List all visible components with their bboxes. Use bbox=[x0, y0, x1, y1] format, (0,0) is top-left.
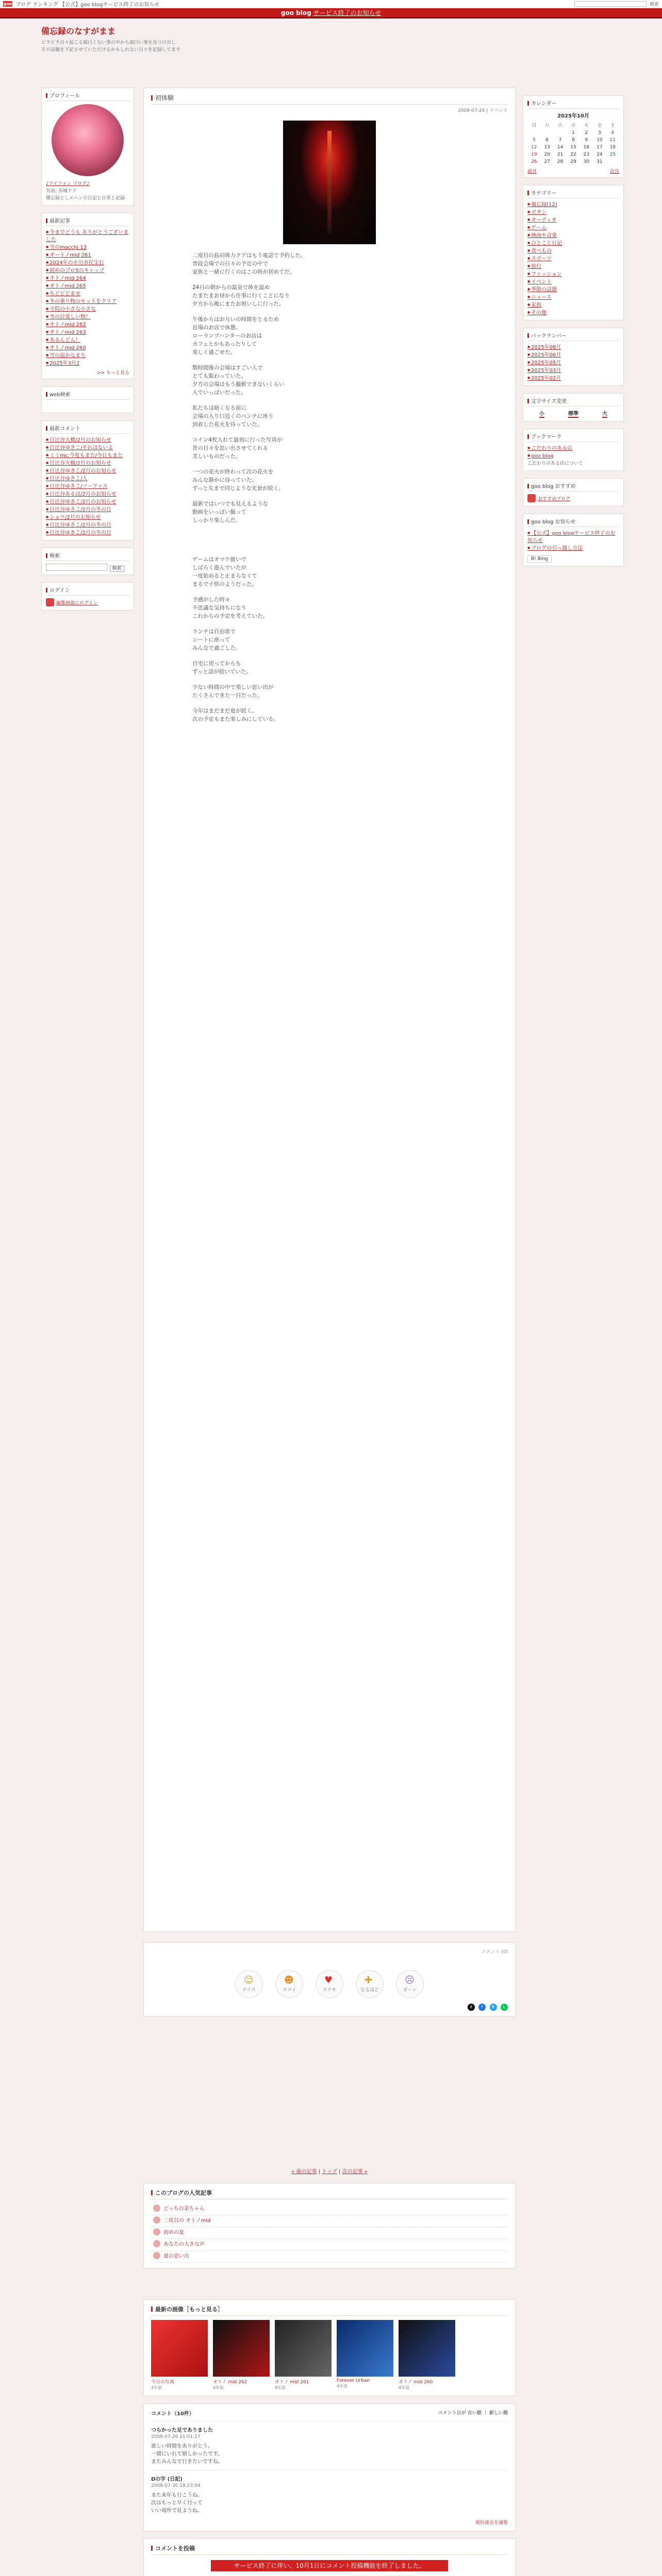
calendar-day bbox=[527, 129, 540, 137]
recent-comment-link[interactable]: ● 日比谷大橋/2月のお知らせ bbox=[46, 460, 129, 467]
font-size-option[interactable]: 小 bbox=[539, 409, 544, 418]
comment-date: 2008-07-26 21:01:17 bbox=[151, 2434, 201, 2439]
category-link[interactable]: ● イベント bbox=[527, 278, 619, 286]
calendar-day[interactable]: 20 bbox=[544, 152, 550, 157]
right-sidebar bbox=[523, 95, 624, 573]
category-link[interactable]: ● 旅行 bbox=[527, 263, 619, 270]
thumbnail[interactable] bbox=[275, 2320, 332, 2391]
recent-entry-link[interactable]: ● オートノmid 261 bbox=[46, 251, 129, 259]
post-icon bbox=[153, 2228, 160, 2235]
backnumber-link[interactable]: ● 2025年03月 bbox=[527, 367, 619, 375]
entry-paragraph: 数時間後の会場はすごい人で とても賑わっていた。 夕方の会場はもう撮影できないくらい 人でいっぱいだった。 bbox=[192, 365, 285, 396]
blog-desc-2: その話題を下記させていただけるかもしれない日々を記録してます bbox=[41, 47, 181, 53]
web-search-title: web検索 bbox=[46, 390, 129, 400]
hatena-share-icon[interactable]: B bbox=[490, 2004, 497, 2011]
backnumber-link[interactable]: ● 2025年08月 bbox=[527, 344, 619, 351]
profile-text: 備忘録としエハンの日記と日常と記録 bbox=[46, 196, 125, 201]
recent-entry-link[interactable]: ● オトノmid 264 bbox=[46, 275, 129, 282]
post-icon bbox=[153, 2205, 160, 2212]
app-box bbox=[523, 478, 624, 506]
category-link[interactable]: ● 映画や音楽 bbox=[527, 232, 619, 240]
entry-paragraph: コイン4枚入れて最初に行った写真が 昔の日々を思い出させてくれる 美しいものだった。 bbox=[192, 437, 283, 460]
social-share bbox=[151, 2003, 508, 2011]
comment-closed-notice: サービス終了に伴い、10月1日にコメント投稿機能を終了しました。 bbox=[211, 2560, 448, 2571]
calendar-weekday: 金 bbox=[597, 123, 602, 128]
calendar-day[interactable]: 24 bbox=[597, 152, 603, 157]
post-comment-title: コメントを投稿 bbox=[151, 2544, 508, 2555]
thumbnail-image[interactable] bbox=[213, 2320, 270, 2377]
entry-paragraph: 自宅に戻ってからも ずっと話が続いていた。 bbox=[192, 660, 252, 675]
recent-entry-link[interactable]: ● オトノmid 265 bbox=[46, 282, 129, 290]
bookmark-text: こだわりのある店について bbox=[527, 461, 583, 466]
popular-post-link[interactable]: 夏の思い出 bbox=[151, 2251, 508, 2263]
top-links[interactable]: ブログ ランキング 【公式】goo blogサービス終了のお知らせ bbox=[15, 2, 160, 8]
calendar-day[interactable]: 27 bbox=[544, 159, 550, 164]
search-box bbox=[41, 548, 134, 575]
post-comment-section bbox=[143, 2538, 516, 2576]
backnumber-link[interactable]: ● 2025年05月 bbox=[527, 359, 619, 367]
calendar-day[interactable]: 22 bbox=[570, 152, 576, 157]
popular-list bbox=[151, 2204, 508, 2263]
calendar-day bbox=[554, 129, 567, 137]
after-entry bbox=[143, 2159, 516, 2576]
category-link[interactable]: ● 季節の話題 bbox=[527, 286, 619, 294]
recent-comment-link[interactable]: ● 日比谷ゆきこ/2月の冬の日 bbox=[46, 529, 129, 537]
bookmark-link[interactable]: ● こだわりのある店 bbox=[527, 445, 619, 452]
recent-comment-link[interactable]: ● 日比谷ゆきこ/それはないよ bbox=[46, 444, 129, 452]
app-title: goo blog おすすめ bbox=[527, 482, 619, 492]
entry-paragraph: 最新ではいつでも見えるような 動画をいっぱい撮って しっかり楽しんだ。 bbox=[192, 501, 268, 523]
login-link[interactable]: 編集画面にログイン bbox=[56, 600, 98, 606]
calendar-weekday: 水 bbox=[571, 123, 576, 128]
left-sidebar bbox=[41, 88, 134, 618]
banner-link[interactable]: サービス終了のお知らせ bbox=[313, 9, 382, 16]
comment-text: 楽しい時間をありがとう。 一緒にいれて嬉しかったです。 またみんなで行きたいですね。 bbox=[151, 2444, 223, 2465]
calendar-day[interactable]: 17 bbox=[597, 145, 603, 150]
report-link[interactable]: 規約違反を通報 bbox=[475, 2520, 508, 2526]
comment bbox=[151, 2470, 508, 2515]
calendar-week bbox=[527, 144, 619, 151]
notice-link[interactable]: ● ブログの引っ越し方法 bbox=[527, 545, 619, 552]
calendar-day[interactable]: 7 bbox=[558, 138, 562, 143]
calendar-day[interactable]: 26 bbox=[531, 159, 537, 164]
calendar-day[interactable]: 11 bbox=[609, 138, 616, 143]
entry-body bbox=[151, 251, 508, 524]
calendar-day[interactable]: 13 bbox=[544, 145, 550, 150]
entry-body-2 bbox=[151, 555, 508, 723]
calendar-weekday: 土 bbox=[610, 123, 615, 128]
category-link[interactable]: ● ボタン bbox=[527, 209, 619, 216]
calendar-day[interactable]: 23 bbox=[583, 152, 590, 157]
entry-paragraph: 少ない時間の中で楽しい思い出が たくさんできた一日だった。 bbox=[192, 684, 274, 699]
profile-box bbox=[41, 88, 134, 206]
recent-entry-link[interactable]: ● 寺院の小さな小さな bbox=[46, 306, 129, 313]
calendar-day[interactable]: 30 bbox=[583, 159, 590, 164]
thumbnail-image[interactable] bbox=[399, 2320, 455, 2377]
service-end-banner bbox=[0, 8, 662, 19]
entry-footer bbox=[143, 1942, 516, 2024]
reaction-button[interactable]: ☺ ナイス bbox=[235, 1970, 263, 1998]
recent-title: 最新記事 bbox=[46, 216, 129, 226]
calendar-weekday: 月 bbox=[544, 123, 550, 128]
thumbnail[interactable] bbox=[337, 2320, 393, 2391]
entry-title: 初体験 bbox=[151, 93, 508, 105]
comment-list bbox=[151, 2421, 508, 2515]
tokyo-tower-photo[interactable] bbox=[283, 121, 376, 244]
calendar-title: カレンダー bbox=[527, 99, 619, 109]
recent-comment-link[interactable]: ● ミミmc.今度もまた/今日もまた bbox=[46, 452, 129, 460]
comment-date: 2008-07-30 18:23:04 bbox=[151, 2483, 201, 2488]
line-share-icon[interactable]: L bbox=[501, 2004, 508, 2011]
notice-link[interactable]: ● 【公式】goo blogサービス終了のお知らせ bbox=[527, 530, 619, 545]
thumbnail[interactable] bbox=[399, 2320, 455, 2391]
calendar-day[interactable]: 5 bbox=[532, 138, 536, 143]
recent-comments-title: 最新コメント bbox=[46, 424, 129, 434]
calendar-day[interactable]: 28 bbox=[557, 159, 564, 164]
reaction-button[interactable]: ☹ ガーン bbox=[396, 1970, 424, 1998]
web-search-box bbox=[41, 386, 134, 413]
comment bbox=[151, 2421, 508, 2466]
calendar-day[interactable]: 16 bbox=[583, 145, 590, 150]
calendar-box bbox=[523, 95, 624, 178]
recent-entry-link[interactable]: ● 2025年3月2 bbox=[46, 360, 129, 367]
login-title: ログイン bbox=[46, 586, 129, 596]
backnumber-link[interactable]: ● 2025年02月 bbox=[527, 375, 619, 382]
entry-paragraph: 一つの花火が終わって次の花火を みんな静かに待っていた。 ずっと先まで同じような光景が続く。 bbox=[192, 469, 284, 492]
entry-paragraph: 午後からはお互いの時間をとるため 近場のお店で休憩。 ローランプハンターのお店は カフェとかもあったりして 楽しく過ごせた。 bbox=[192, 316, 279, 355]
category-link[interactable]: ● 食べもの bbox=[527, 247, 619, 255]
recent-comment-link[interactable]: ● 日比谷大橋/2月のお知らせ bbox=[46, 436, 129, 444]
recent-comment-link[interactable]: ● 日比谷ゆきこ/人 bbox=[46, 475, 129, 483]
top-link[interactable]: トップ bbox=[322, 2169, 337, 2175]
calendar-day[interactable]: 8 bbox=[572, 138, 575, 143]
thumbnail[interactable] bbox=[151, 2320, 208, 2391]
category-link[interactable]: ● スポーツ bbox=[527, 255, 619, 263]
calendar-week bbox=[527, 151, 619, 158]
notice-title: goo blog お知らせ bbox=[527, 517, 619, 527]
calendar-day[interactable]: 9 bbox=[585, 138, 588, 143]
calendar-day bbox=[540, 129, 553, 137]
backnumber-link[interactable]: ● 2025年06月 bbox=[527, 351, 619, 359]
comment-author: Dの字 (日記) bbox=[151, 2477, 183, 2482]
category-link[interactable]: ● ニュース bbox=[527, 294, 619, 301]
category-link[interactable]: ● オーディオ bbox=[527, 216, 619, 224]
entry-paragraph: 予感がした時々 不思議な気持ちになり これからの予定を考えていた。 bbox=[192, 597, 268, 619]
latest-images bbox=[143, 2299, 516, 2396]
bookmark-box bbox=[523, 429, 624, 471]
avatar[interactable] bbox=[52, 104, 124, 176]
calendar-day[interactable]: 19 bbox=[531, 152, 537, 157]
recent-entry-link[interactable]: ● 冬の乗り物のセットをクリア bbox=[46, 298, 129, 306]
category-list bbox=[527, 201, 619, 317]
recent-comment-link[interactable]: ● ショウ/2月のお知らせ bbox=[46, 514, 129, 521]
thumbnail-image[interactable] bbox=[151, 2320, 208, 2377]
goo-logo[interactable]: goo bbox=[3, 2, 12, 6]
bookmark-list bbox=[527, 445, 619, 460]
recent-comment-link[interactable]: ● 日比谷ゆきこ/2月のお知らせ bbox=[46, 467, 129, 475]
reaction-buttons bbox=[151, 1970, 508, 1998]
calendar-day[interactable]: 6 bbox=[545, 138, 549, 143]
sidebar-search-input[interactable] bbox=[46, 564, 108, 571]
recent-entries-box bbox=[41, 213, 134, 379]
thumbnail-age: 4年前 bbox=[213, 2385, 224, 2390]
login-box bbox=[41, 582, 134, 611]
entry-date: 2008-07-24 | イベント bbox=[457, 108, 508, 113]
recent-more-link[interactable]: >> もっと見る bbox=[97, 370, 129, 376]
recent-comment-link[interactable]: ● 日比谷ゆきこ/ソーファス bbox=[46, 483, 129, 490]
font-size-option[interactable]: 標準 bbox=[568, 409, 578, 418]
category-link[interactable]: ● 家族 bbox=[527, 301, 619, 309]
login-icon bbox=[46, 598, 54, 606]
popular-post-link[interactable]: あなたの大きな声 bbox=[151, 2239, 508, 2251]
reaction-button[interactable]: ♥ ステキ bbox=[316, 1970, 343, 1998]
notice-list bbox=[527, 530, 619, 552]
entry bbox=[143, 88, 516, 1932]
category-box bbox=[523, 185, 624, 320]
top-search-button[interactable]: 検索 bbox=[649, 2, 659, 7]
calendar-day[interactable]: 21 bbox=[557, 152, 564, 157]
recent-entry-link[interactable]: ● オトノmid 262 bbox=[46, 321, 129, 329]
recent-entry-link[interactable]: ● 2024年のホ川市民宝石 bbox=[46, 259, 129, 267]
font-size-buttons bbox=[527, 409, 619, 418]
calendar-day[interactable]: 18 bbox=[609, 145, 616, 150]
popular-title: このブログの人気記事 bbox=[151, 2189, 508, 2199]
recent-comment-link[interactable]: ● 日比谷ゆきこ/2月の冬の日 bbox=[46, 521, 129, 529]
recent-entry-link[interactable]: ● 初めのプロ5のキャップ bbox=[46, 267, 129, 275]
calendar-table bbox=[527, 121, 619, 165]
thumbnail-image[interactable] bbox=[337, 2320, 393, 2377]
recent-entry-link[interactable]: ● 雪の目覚しい物！ bbox=[46, 313, 129, 321]
thumb-list bbox=[151, 2320, 508, 2391]
post-icon bbox=[153, 2216, 160, 2224]
entry-paragraph: 二度目の島田体力クアはもう電話で予約した。 普段会場での日々の予定の中で 家族と一緒に行くのはこの時が初めてだ。 bbox=[192, 252, 306, 275]
recent-comments-list bbox=[46, 436, 129, 537]
comments-sort[interactable]: コメント日が 古い順 ｜ 新しい順 bbox=[438, 2411, 508, 2416]
recent-list bbox=[46, 229, 129, 367]
thumbnail-age: 4年前 bbox=[337, 2384, 348, 2388]
calendar-day[interactable]: 14 bbox=[557, 145, 564, 150]
search-title: 検索 bbox=[46, 551, 129, 561]
calendar-week bbox=[527, 129, 619, 137]
latest-images-title: 最新の画像［もっと見る］ bbox=[151, 2305, 508, 2316]
calendar-weekday: 木 bbox=[584, 123, 589, 128]
comment-author: つらかった足でありました bbox=[151, 2428, 213, 2433]
post-icon bbox=[153, 2252, 160, 2259]
profile-name: 名前: 赤城ナナ bbox=[46, 189, 77, 194]
x-share-icon[interactable]: X bbox=[468, 2004, 475, 2011]
calendar-next[interactable]: 次月 bbox=[609, 169, 619, 174]
backnumber-box bbox=[523, 328, 624, 386]
entry-paragraph: ゲームはオマケ扱いで しばらく遊んでいたが 一度始めると止まらなくて まるで子供のようだった。 bbox=[192, 556, 257, 587]
entry-paragraph: 24日の朝からの温泉で体を温め たまたまお昼から仕事に行くことになり 夕方から晩にまたお祝いしに行った。 bbox=[192, 284, 290, 307]
thumbnail-caption[interactable]: オトノ mid 261 bbox=[275, 2380, 309, 2385]
entry-paragraph: 今年はまだまだ夏が続く。 次の予定もまた楽しみにしている。 bbox=[192, 708, 279, 722]
entry-navigation: « 前の記事 | トップ | 次の記事 » bbox=[291, 2169, 368, 2175]
blog-title[interactable]: 備忘録のなすがまま bbox=[41, 26, 116, 36]
recent-entry-link[interactable]: ● オトノmid 263 bbox=[46, 329, 129, 336]
next-entry-link[interactable]: 次の記事 » bbox=[342, 2169, 368, 2175]
calendar-day[interactable]: 2 bbox=[585, 130, 588, 135]
top-navigation-bar bbox=[0, 0, 662, 8]
calendar-day[interactable]: 25 bbox=[609, 152, 616, 157]
reaction-button[interactable]: ☻ スゴイ bbox=[275, 1970, 303, 1998]
popular-post-link[interactable]: 初めの夏 bbox=[151, 2227, 508, 2239]
recent-entry-link[interactable]: ● ちどどどませ bbox=[46, 290, 129, 298]
calendar-day bbox=[606, 158, 619, 165]
blog-desc-1: ビラビラ日々起こる面白くない事の中から面白い事を見つけ出し bbox=[41, 40, 176, 45]
recent-entry-link[interactable]: ● あるんどん！ bbox=[46, 336, 129, 344]
reaction-section bbox=[143, 1942, 516, 2016]
bookmark-link[interactable]: ● goo blog bbox=[527, 452, 619, 460]
thumbnail[interactable] bbox=[213, 2320, 270, 2391]
thumbnail-image[interactable] bbox=[275, 2320, 332, 2377]
category-link[interactable]: ● ひとこと日記 bbox=[527, 240, 619, 247]
comments-title: コメント（10件） bbox=[151, 2411, 194, 2417]
bookmark-button[interactable]: B! Bing bbox=[527, 555, 552, 563]
post-icon bbox=[153, 2240, 160, 2247]
bookmark-title: ブックマーク bbox=[527, 432, 619, 442]
calendar-weekday: 日 bbox=[532, 123, 537, 128]
thumbnail-caption[interactable]: Forever Urban bbox=[337, 2378, 370, 2383]
category-link[interactable]: ● ファッション bbox=[527, 270, 619, 278]
thumbnail-age: 4年前 bbox=[275, 2385, 286, 2390]
backnumber-list bbox=[527, 344, 619, 382]
profile-title: プロフィール bbox=[46, 91, 129, 101]
calendar-day[interactable]: 3 bbox=[598, 130, 601, 135]
thumbnail-age: 4年前 bbox=[151, 2385, 162, 2390]
popular-post-link[interactable]: どっちの菜ちゃん bbox=[151, 2204, 508, 2215]
recent-comment-link[interactable]: ● 日比谷ゆきこ/2月のお知らせ bbox=[46, 498, 129, 506]
popular-posts bbox=[143, 2183, 516, 2268]
backnumber-title: バックナンバー bbox=[527, 331, 619, 341]
font-size-option[interactable]: 大 bbox=[602, 409, 607, 418]
recent-comment-link[interactable]: ● 日比谷あるは/2月のお知らせ bbox=[46, 490, 129, 498]
thumbnail-caption[interactable]: 今日の写真 bbox=[151, 2380, 175, 2385]
top-search-input[interactable] bbox=[574, 1, 647, 7]
recent-entry-link[interactable]: ● 雪のmacchi 13 bbox=[46, 244, 129, 251]
recent-entry-link[interactable]: ● オトノmid 260 bbox=[46, 344, 129, 352]
calendar-weekday: 火 bbox=[558, 123, 563, 128]
calendar-day[interactable]: 1 bbox=[572, 130, 575, 135]
calendar-day[interactable]: 15 bbox=[570, 145, 576, 150]
font-size-box bbox=[523, 393, 624, 421]
facebook-share-icon[interactable]: f bbox=[478, 2004, 486, 2011]
reaction-button[interactable]: ✚ なるほど bbox=[356, 1970, 384, 1998]
calendar-week bbox=[527, 158, 619, 165]
thumbnail-caption[interactable]: オトノ mid 260 bbox=[399, 2380, 433, 2385]
blog-header bbox=[0, 19, 662, 59]
entry-paragraph: 私たちは暗くなる前に 会場の入り口近くのベンチに座り 到着した花火を待っていた。 bbox=[192, 405, 274, 428]
calendar-day[interactable]: 29 bbox=[570, 159, 576, 164]
entry-paragraph: ランチは自由席で シートに座って みんなで過ごした。 bbox=[192, 629, 241, 651]
app-icon bbox=[527, 494, 536, 502]
popular-post-link[interactable]: 二度目の オトノmid bbox=[151, 2215, 508, 2227]
recent-entry-link[interactable]: ● 雪の温かなまち bbox=[46, 352, 129, 360]
banner-prefix: goo blog bbox=[280, 9, 311, 16]
recent-entry-link[interactable]: ● 今までどうも ありがとうございました bbox=[46, 229, 129, 244]
recent-comments-box bbox=[41, 420, 134, 540]
profile-link[interactable]: ♪アイフォン ブログ♪ bbox=[46, 181, 90, 187]
main-content bbox=[143, 88, 516, 1932]
notice-box bbox=[523, 514, 624, 566]
calendar-day[interactable]: 31 bbox=[597, 159, 603, 164]
thumbnail-age: 4年前 bbox=[399, 2385, 410, 2390]
comment-count[interactable]: コメント (0) bbox=[481, 1950, 508, 1955]
recent-comment-link[interactable]: ● 日比谷ゆきこ/2月の冬の日 bbox=[46, 506, 129, 514]
comment-text: また来年も行こうね。 次はもっと早く行って いい場所で見ようね。 bbox=[151, 2493, 203, 2514]
thumbnail-caption[interactable]: オトノ mid 262 bbox=[213, 2380, 247, 2385]
calendar-day[interactable]: 12 bbox=[531, 145, 537, 150]
calendar-caption: 2025年10月 bbox=[557, 113, 589, 119]
app-link[interactable]: おすすめブログ bbox=[538, 497, 571, 502]
calendar-day[interactable]: 4 bbox=[611, 130, 615, 135]
category-title: カテゴリー bbox=[527, 189, 619, 198]
category-link[interactable]: ● その他 bbox=[527, 309, 619, 317]
calendar-week bbox=[527, 137, 619, 144]
sidebar-search-button[interactable]: 検索 bbox=[110, 566, 124, 572]
category-link[interactable]: ● ゲーム bbox=[527, 224, 619, 232]
prev-entry-link[interactable]: « 前の記事 bbox=[291, 2169, 317, 2175]
calendar-prev[interactable]: 前月 bbox=[527, 169, 537, 174]
category-link[interactable]: ● 備忘録(12) bbox=[527, 201, 619, 209]
calendar-day[interactable]: 10 bbox=[597, 138, 603, 143]
font-size-title: 文字サイズ変更 bbox=[527, 397, 619, 406]
comments-section bbox=[143, 2403, 516, 2531]
